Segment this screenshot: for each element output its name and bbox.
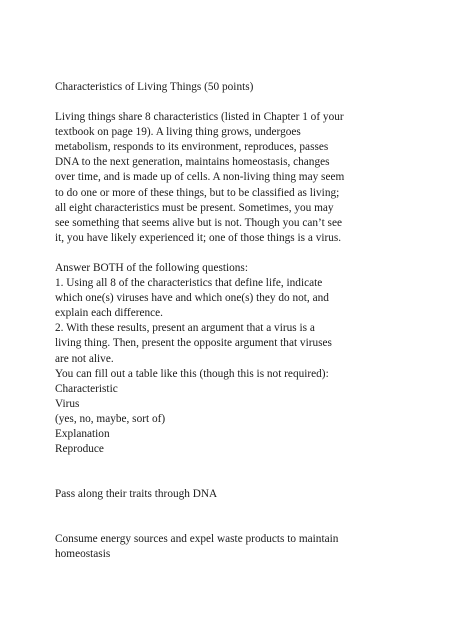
table-header-virus-options: (yes, no, maybe, sort of)	[55, 412, 166, 425]
intro-line: it, you have likely experienced it; one of those things is a virus.	[55, 231, 342, 244]
intro-line: DNA to the next generation, maintains homeostasis, changes	[55, 156, 330, 169]
question-line: explain each difference.	[55, 307, 163, 320]
question-line: are not alive.	[55, 352, 114, 365]
question-line: which one(s) viruses have and which one(s) they do not, and	[55, 292, 329, 305]
table-header-characteristic: Characteristic	[55, 382, 118, 395]
paragraph-gap	[55, 95, 405, 110]
question-line: 2. With these results, present an argument that a virus is a	[55, 322, 315, 335]
table-instruction: You can fill out a table like this (though this is not required):	[55, 367, 329, 380]
intro-line: metabolism, responds to its environment, reproduces, passes	[55, 141, 329, 154]
energy-line: Consume energy sources and expel waste products to maintain	[55, 533, 339, 546]
document-title: Characteristics of Living Things (50 points)	[55, 81, 254, 93]
intro-line: Living things share 8 characteristics (listed in Chapter 1 of your	[55, 111, 344, 124]
table-row-reproduce: Reproduce	[55, 443, 104, 456]
intro-line: all eight characteristics must be present. Sometimes, you may	[55, 201, 334, 214]
intro-line: over time, and is made up of cells. A non-living thing may seem	[55, 171, 345, 184]
intro-paragraph	[55, 110, 405, 246]
questions-heading: Answer BOTH of the following questions:	[55, 261, 248, 274]
table-row-traits: Pass along their traits through DNA	[55, 488, 218, 501]
intro-line: to do one or more of these things, but to be classified as living;	[55, 186, 340, 199]
question-line: 1. Using all 8 of the characteristics that define life, indicate	[55, 277, 323, 290]
document-content	[55, 80, 405, 562]
paragraph-gap	[55, 246, 405, 261]
intro-line: see something that seems alive but is not. Though you can’t see	[55, 216, 342, 229]
energy-line: homeostasis	[55, 548, 111, 561]
energy-row	[55, 532, 405, 562]
question-line: living thing. Then, present the opposite argument that viruses	[55, 337, 332, 350]
paragraph-gap	[55, 502, 405, 532]
table-header-virus: Virus	[55, 397, 80, 410]
paragraph-gap	[55, 457, 405, 487]
questions-section	[55, 261, 405, 457]
table-header-explanation: Explanation	[55, 427, 110, 440]
intro-line: textbook on page 19). A living thing grows, undergoes	[55, 126, 301, 139]
